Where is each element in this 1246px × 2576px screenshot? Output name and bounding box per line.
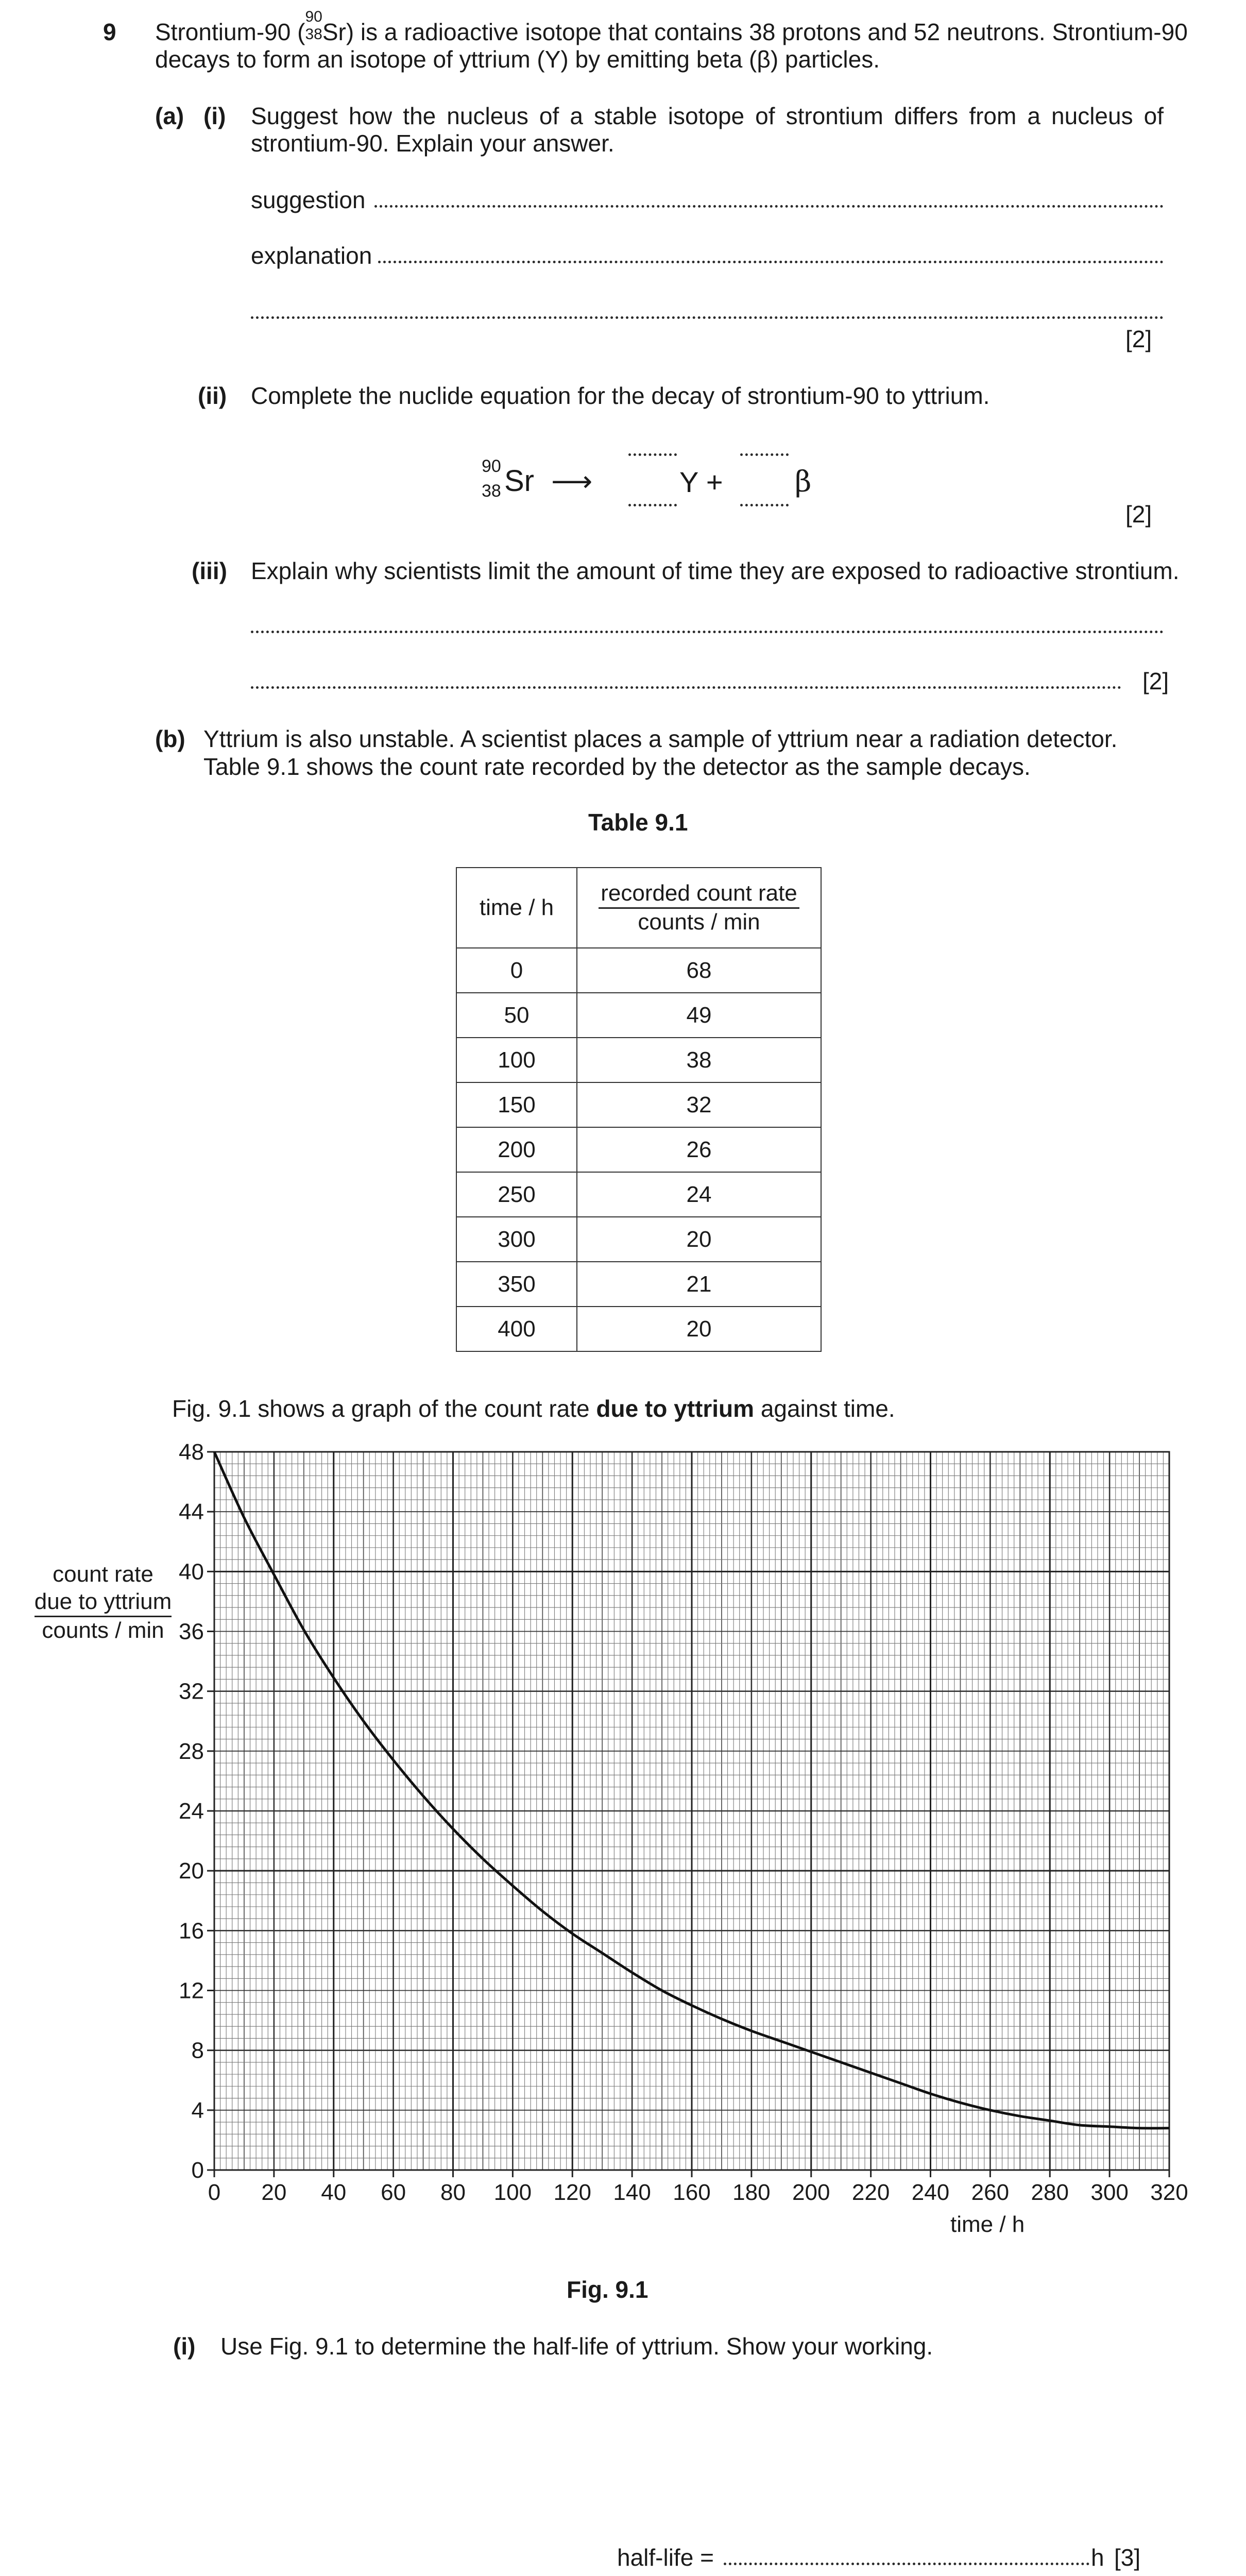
x-tick-labels (208, 2180, 1188, 2205)
x-tick-label: 100 (493, 2180, 532, 2205)
x-tick-label: 200 (792, 2180, 830, 2205)
table-row: 300 20 (456, 1217, 821, 1262)
beta-charge-blank[interactable] (740, 504, 789, 506)
y-atomic-blank[interactable] (628, 504, 677, 506)
figure-caption: Fig. 9.1 (567, 2276, 648, 2303)
y-mass-blank[interactable] (628, 453, 677, 456)
x-tick-label: 180 (732, 2180, 771, 2205)
y-tick-label: 8 (191, 2038, 204, 2063)
y-symbol: Y + (679, 466, 723, 498)
eq-sr-mass: 90 (482, 456, 501, 476)
table-row: 200 26 (456, 1127, 821, 1172)
part-a-iii-answer-line-2[interactable] (251, 668, 1121, 693)
reaction-arrow: ⟶ (551, 465, 593, 497)
table-row: 0 68 (456, 948, 821, 993)
intro-text-3: decays to form an isotope of yttrium (Y) by emitting beta (β) particles. (155, 46, 880, 73)
x-tick-label: 300 (1090, 2180, 1129, 2205)
table-header-count: $\frac{\text{recorded count rate}}{\text{counts / min}}$ (577, 868, 821, 948)
part-a-i-label: (i) (203, 103, 226, 129)
part-a-ii-label: (ii) (198, 382, 227, 409)
table-row: 100 38 (456, 1038, 821, 1082)
table-title: Table 9.1 (588, 809, 688, 836)
y-tick-label: 0 (191, 2158, 204, 2183)
intro-text-2: ) is a radioactive isotope that contains 38 protons and 52 neutrons. Strontium-90 (346, 19, 1188, 45)
y-axis-label-line-1: count rate (53, 1562, 153, 1587)
explanation-label: explanation (251, 242, 376, 269)
x-tick-label: 80 (440, 2180, 466, 2205)
part-a-iii-marks: [2] (1142, 668, 1169, 694)
x-axis-label: time / h (950, 2212, 1025, 2237)
y-tick-label: 24 (179, 1799, 204, 1824)
part-a-iii-answer-line-1[interactable] (251, 612, 1164, 638)
part-a-i-prompt: Suggest how the nucleus of a stable isotope of strontium differs from a nucleus of strontium-90. Explain your answer. (251, 103, 1164, 157)
intro-text-1: Strontium-90 ( (155, 19, 305, 45)
question-number: 9 (103, 19, 116, 45)
half-life-label: half-life = (617, 2544, 714, 2571)
table-row: 350 21 (456, 1262, 821, 1307)
y-tick-label: 16 (179, 1918, 204, 1944)
part-b-i-prompt: Use Fig. 9.1 to determine the half-life of yttrium. Show your working. (220, 2333, 933, 2360)
x-tick-label: 220 (851, 2180, 890, 2205)
table-row: 150 32 (456, 1082, 821, 1127)
explanation-answer-line-2[interactable] (251, 298, 1164, 324)
x-tick-label: 160 (673, 2180, 711, 2205)
suggestion-answer-line[interactable] (251, 187, 1164, 212)
fig-intro: Fig. 9.1 shows a graph of the count rate due to yttrium against time. (172, 1395, 895, 1422)
explanation-answer-line[interactable] (251, 242, 1164, 268)
y-tick-label: 40 (179, 1559, 204, 1585)
x-tick-label: 40 (321, 2180, 347, 2205)
eq-sr-atomic: 38 (482, 481, 501, 501)
y-tick-label: 28 (179, 1738, 204, 1764)
part-b-intro-2: Table 9.1 shows the count rate recorded by the detector as the sample decays. (203, 753, 1031, 780)
table-row: 250 24 (456, 1172, 821, 1217)
part-b-i-label: (i) (173, 2333, 196, 2360)
part-b-intro-1: Yttrium is also unstable. A scientist places a sample of yttrium near a radiation detector. (203, 725, 1118, 752)
half-life-unit: h (1091, 2544, 1104, 2571)
x-tick-label: 280 (1031, 2180, 1069, 2205)
x-tick-label: 140 (613, 2180, 651, 2205)
decay-graph (0, 1432, 1246, 2257)
part-a-label: (a) (155, 103, 184, 129)
question-intro: Strontium-90 ( 90 38 Sr) is a radioactive isotope that contains 38 protons and 52 neutrons. Strontium-90 decays to form an isotope of yttrium (Y) by emitting beta (β) particles. (155, 8, 1188, 73)
part-a-iii-prompt: Explain why scientists limit the amount of time they are exposed to radioactive strontium. (251, 557, 1180, 584)
y-tick-label: 48 (179, 1439, 204, 1465)
y-axis-label-line-2: due to yttrium (35, 1588, 172, 1617)
y-tick-labels (179, 1439, 204, 2183)
x-tick-label: 60 (381, 2180, 406, 2205)
x-tick-label: 0 (208, 2180, 221, 2205)
table-row: 400 20 (456, 1307, 821, 1351)
x-tick-label: 120 (553, 2180, 591, 2205)
count-rate-table (456, 867, 822, 1352)
half-life-answer-field[interactable] (724, 2544, 1089, 2570)
y-tick-label: 44 (179, 1499, 204, 1525)
x-tick-label: 260 (971, 2180, 1010, 2205)
beta-mass-blank[interactable] (740, 453, 789, 456)
table-row: 50 49 (456, 993, 821, 1038)
sr-nuclide-inline: 90 38 (305, 8, 322, 43)
y-tick-label: 36 (179, 1619, 204, 1645)
part-a-i-marks: [2] (1125, 326, 1152, 352)
part-a-ii-marks: [2] (1125, 501, 1152, 528)
x-tick-label: 20 (261, 2180, 287, 2205)
y-tick-label: 32 (179, 1679, 204, 1704)
y-tick-label: 20 (179, 1858, 204, 1884)
suggestion-label: suggestion (251, 187, 370, 213)
table-header-time: time / h (456, 868, 577, 948)
x-tick-label: 320 (1150, 2180, 1188, 2205)
part-b-i-marks: [3] (1114, 2544, 1141, 2571)
part-a-ii-prompt: Complete the nuclide equation for the decay of strontium-90 to yttrium. (251, 382, 990, 409)
x-tick-label: 240 (911, 2180, 950, 2205)
part-a-iii-label: (iii) (192, 557, 227, 584)
y-tick-label: 4 (191, 2097, 204, 2123)
eq-sr-symbol: Sr (504, 464, 534, 498)
part-b-label: (b) (155, 725, 185, 752)
nuclide-equation (482, 453, 822, 520)
y-tick-label: 12 (179, 1978, 204, 2004)
beta-symbol: β (795, 465, 812, 499)
y-axis-label-unit: counts / min (42, 1617, 164, 1643)
